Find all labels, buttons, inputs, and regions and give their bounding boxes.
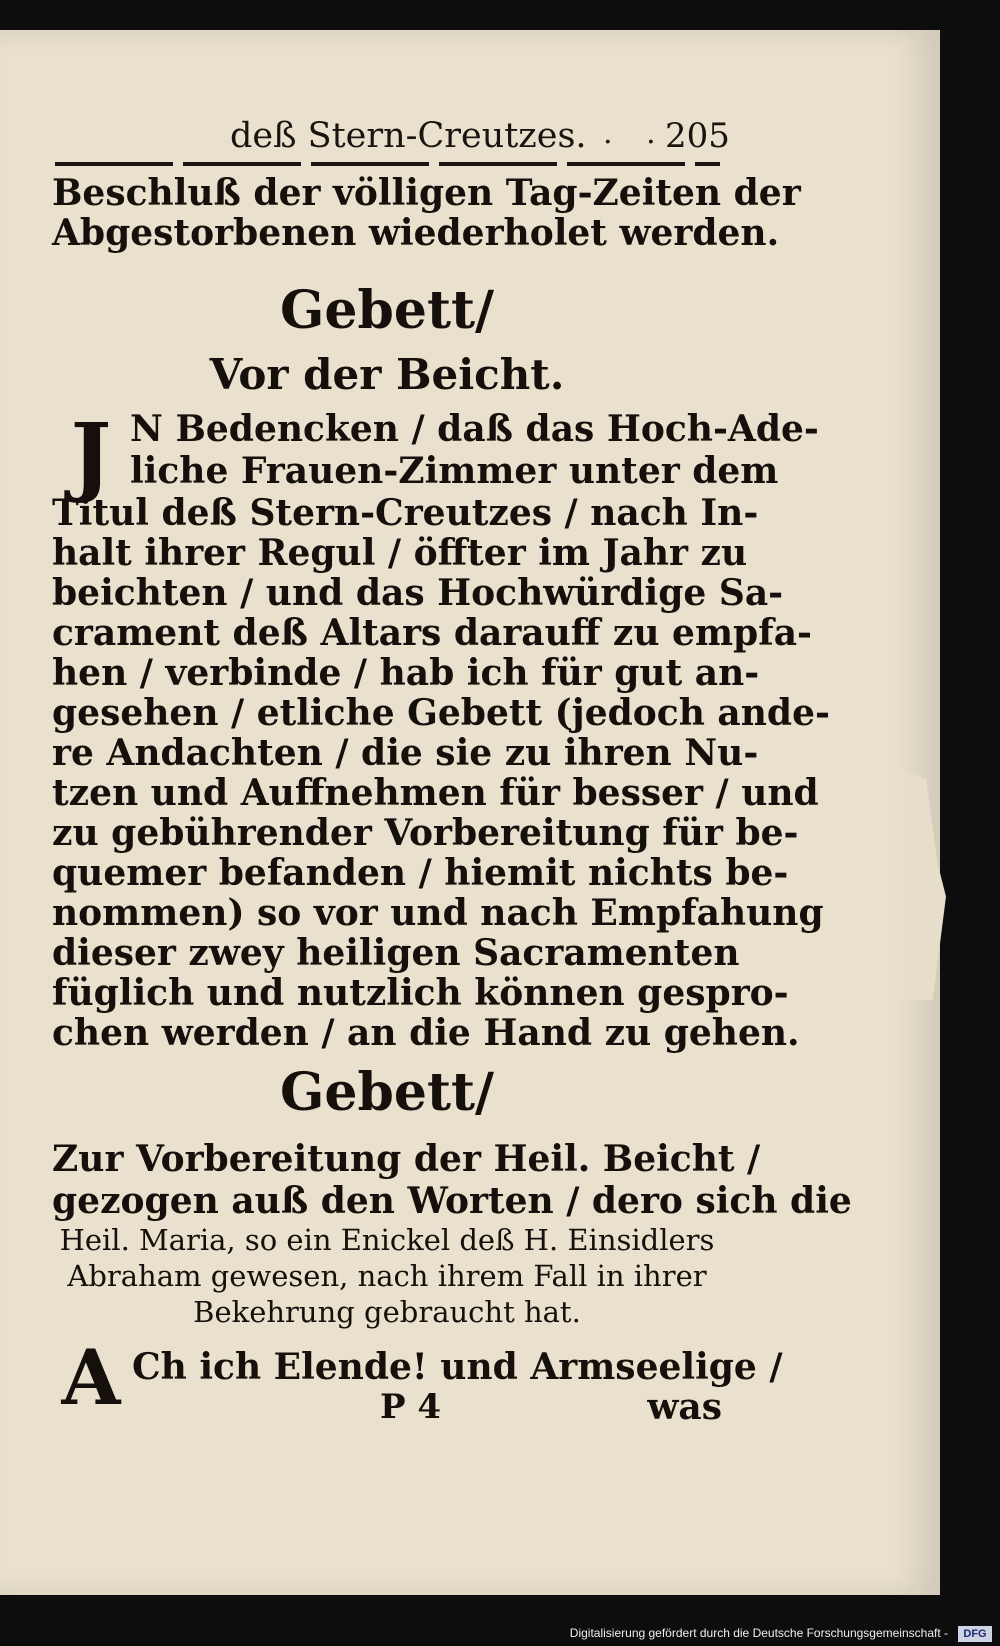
running-title: deß Stern-Creutzes.	[230, 116, 587, 156]
section1-line-11: zu gebührender Vorbereitung für be-	[52, 812, 799, 854]
section1-line-6: crament deß Altars darauff zu empfa-	[52, 612, 812, 654]
header-rule	[55, 162, 720, 166]
section2-subtitle-line-2: gezogen auß den Worten / dero sich die	[52, 1180, 852, 1222]
section2-small-line-2: Abraham gewesen, nach ihrem Fall in ihrer	[67, 1259, 707, 1293]
section1-line-9: re Andachten / die sie zu ihren Nu-	[52, 732, 759, 774]
section1-line-1: N Bedencken / daß das Hoch-Ade-	[130, 408, 819, 450]
section1-line-10: tzen und Auffnehmen für besser / und	[52, 772, 819, 814]
drop-cap-initial-a: A	[61, 1333, 121, 1422]
section2-title: Gebett/	[280, 1062, 494, 1123]
intro-line-1: Beschluß der völligen Tag-Zeiten der	[52, 172, 801, 214]
section1-line-7: hen / verbinde / hab ich für gut an-	[52, 652, 760, 694]
section1-line-13: nommen) so vor und nach Empfahung	[52, 892, 824, 934]
drop-cap-initial-j: J	[70, 405, 112, 506]
section2-first-line: Ch ich Elende! und Armseelige /	[132, 1346, 783, 1388]
section1-line-14: dieser zwey heiligen Sacramenten	[52, 932, 740, 974]
section1-line-2: liche Frauen-Zimmer unter dem	[130, 450, 779, 492]
page-number: 205	[665, 116, 730, 156]
running-head	[55, 108, 730, 164]
section1-subtitle: Vor der Beicht.	[209, 350, 565, 399]
section1-line-15: füglich und nutzlich können gespro-	[52, 972, 789, 1014]
section2-small-line-1: Heil. Maria, so ein Enickel deß H. Einsidlers	[59, 1223, 715, 1257]
catchword: was	[647, 1386, 722, 1428]
dfg-logo: DFG	[958, 1626, 992, 1642]
section1-line-16: chen werden / an die Hand zu gehen.	[52, 1012, 800, 1054]
intro-line-2: Abgestorbenen wiederholet werden.	[52, 212, 780, 254]
section1-line-3: Titul deß Stern-Creutzes / nach In-	[52, 492, 759, 534]
section2-small-line-3: Bekehrung gebraucht hat.	[193, 1295, 581, 1329]
signature-mark: P 4	[380, 1387, 442, 1427]
section1-line-4: halt ihrer Regul / öffter im Jahr zu	[52, 532, 748, 574]
section1-line-5: beichten / und das Hochwürdige Sa-	[52, 572, 784, 614]
section1-title: Gebett/	[280, 280, 494, 341]
section1-line-8: gesehen / etliche Gebett (jedoch ande-	[52, 692, 830, 734]
credit-text: Digitalisierung gefördert durch die Deutsche Forschungsgemeinschaft -	[569, 1626, 948, 1640]
section2-subtitle-line-1: Zur Vorbereitung der Heil. Beicht /	[52, 1138, 761, 1180]
section1-line-12: quemer befanden / hiemit nichts be-	[52, 852, 789, 894]
header-dots: . .	[603, 116, 668, 151]
